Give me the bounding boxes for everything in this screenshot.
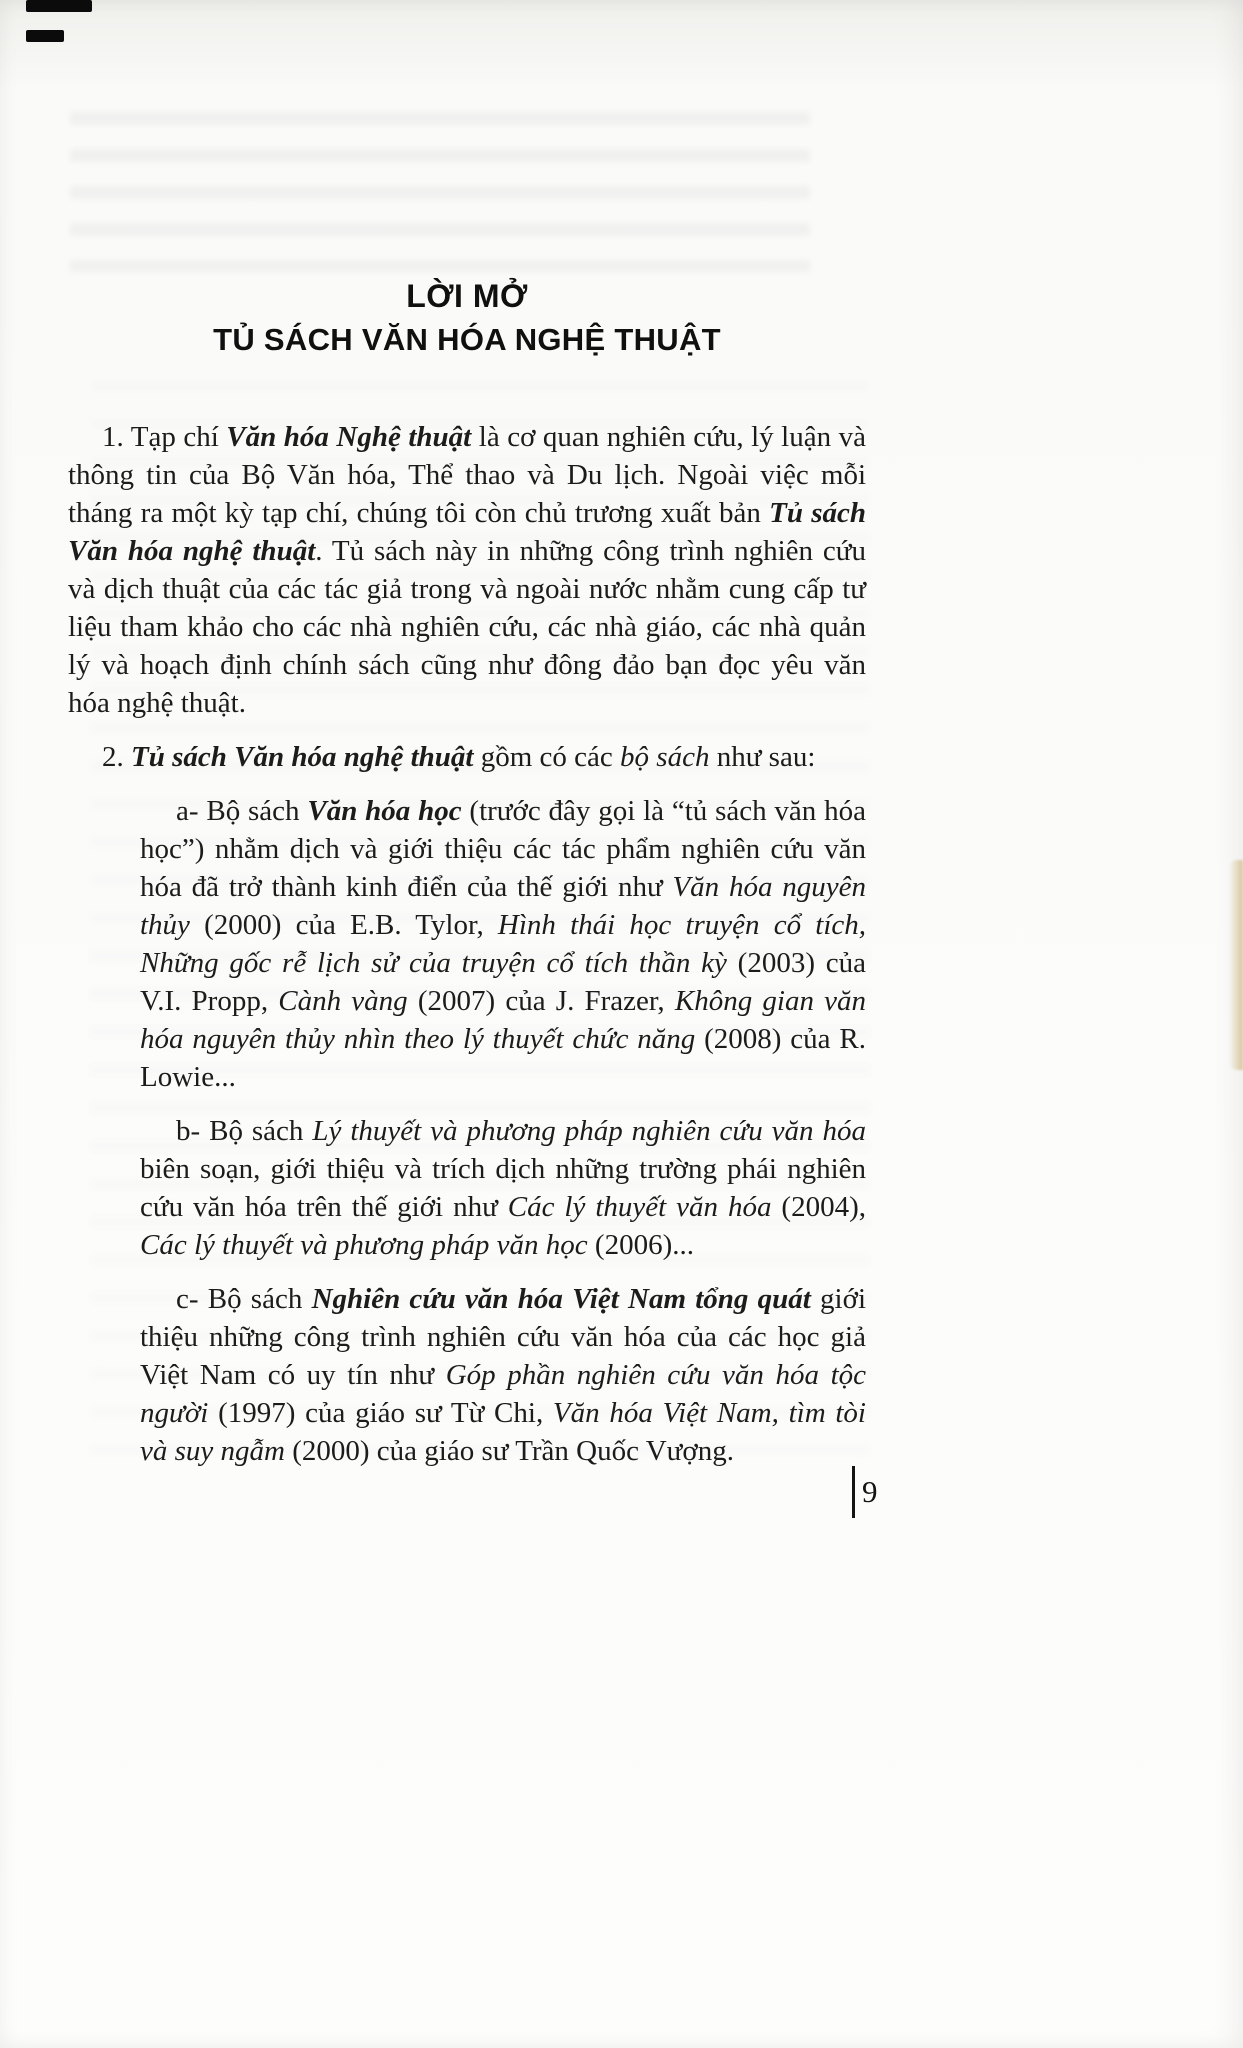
body-text [68, 418, 866, 1470]
heading-series-title: TỦ SÁCH VĂN HÓA NGHỆ THUẬT [213, 322, 721, 357]
text-segment: c- Bộ sách [176, 1283, 312, 1315]
scan-artifact-bar [26, 30, 64, 42]
page-curl-shadow [1229, 860, 1243, 1070]
text-segment: (2004), [771, 1191, 866, 1223]
text-segment: (2003) của V.I. Propp, [140, 947, 866, 1017]
text-segment: Cành vàng [278, 985, 408, 1017]
text-segment: (2007) của J. Frazer, [407, 985, 675, 1017]
text-segment: Nghiên cứu văn hóa Việt Nam tổng quát [311, 1283, 811, 1315]
text-segment: Văn hóa Nghệ thuật [226, 421, 472, 453]
page-number [852, 1466, 878, 1518]
text-segment: (trước đây gọi là “tủ sách văn hóa học”) nhằm dịch và giới thiệu các tác phẩm nghiên cứu văn hóa đã trở thành kinh điển của thế giới như [140, 795, 866, 903]
page-number-value: 9 [862, 1474, 878, 1509]
chapter-heading [68, 278, 866, 358]
page-number-rule [852, 1466, 855, 1518]
text-segment: Tủ sách Văn hóa nghệ thuật [68, 497, 866, 567]
text-segment: 2. [102, 741, 131, 773]
text-segment: (2008) của R. Lowie... [140, 1023, 866, 1093]
text-segment: Góp phần nghiên cứu văn hóa tộc người [140, 1359, 866, 1429]
text-segment: (2006)... [587, 1229, 694, 1261]
text-segment: (2000) của E.B. Tylor, [189, 909, 498, 941]
list-item-b [68, 1112, 866, 1264]
text-segment: Không gian văn hóa nguyên thủy nhìn theo lý thuyết chức năng [140, 985, 866, 1055]
text-segment: (1997) của giáo sư Từ Chi, [208, 1397, 553, 1429]
text-segment: bộ sách [620, 741, 710, 773]
scan-artifact-bar [26, 0, 92, 12]
text-segment: Văn hóa Việt Nam, tìm tòi và suy ngẫm [140, 1397, 866, 1467]
text-segment: 1. Tạp chí [102, 421, 227, 453]
showthrough-text-artifact [70, 112, 810, 272]
text-segment: như sau: [709, 741, 816, 773]
text-segment: Hình thái học truyện cổ tích, Những gốc rễ lịch sử của truyện cổ tích thần kỳ [140, 909, 866, 979]
text-segment: giới thiệu những công trình nghiên cứu văn hóa của các học giả Việt Nam có uy tín như [140, 1283, 866, 1391]
text-segment: Tủ sách Văn hóa nghệ thuật [131, 741, 474, 773]
text-segment: a- Bộ sách [176, 795, 308, 827]
text-segment: (2000) của giáo sư Trần Quốc Vượng. [284, 1435, 734, 1467]
text-segment: gồm có các [473, 741, 621, 773]
list-item-c [68, 1280, 866, 1470]
list-item-a [68, 792, 866, 1096]
text-segment: Lý thuyết và phương pháp nghiên cứu văn hóa [312, 1115, 867, 1147]
text-segment: Các lý thuyết văn hóa [507, 1191, 772, 1223]
text-segment: b- Bộ sách [176, 1115, 313, 1147]
paragraph-intro [68, 418, 866, 722]
heading-foreword: LỜI MỞ [406, 278, 528, 314]
text-segment: Các lý thuyết và phương pháp văn học [140, 1229, 588, 1261]
page-content [68, 278, 866, 1470]
text-segment: biên soạn, giới thiệu và trích dịch những trường phái nghiên cứu văn hóa trên thế giới như [140, 1153, 866, 1223]
text-segment: Văn hóa học [307, 795, 462, 827]
text-segment: . Tủ sách này in những công trình nghiên cứu và dịch thuật của các tác giả trong và ngoài nước nhằm cung cấp tư liệu tham khảo cho các nhà nghiên cứu, các nhà giáo, các nhà quản lý và hoạch định chính sách cũng như đông đảo bạn đọc yêu văn hóa nghệ thuật. [68, 535, 866, 719]
paragraph-series-list-intro [68, 738, 866, 776]
text-segment: Văn hóa nguyên thủy [140, 871, 866, 941]
text-segment: là cơ quan nghiên cứu, lý luận và thông tin của Bộ Văn hóa, Thể thao và Du lịch. Ngoài việc mỗi tháng ra một kỳ tạp chí, chúng tôi còn chủ trương xuất bản [68, 421, 866, 529]
